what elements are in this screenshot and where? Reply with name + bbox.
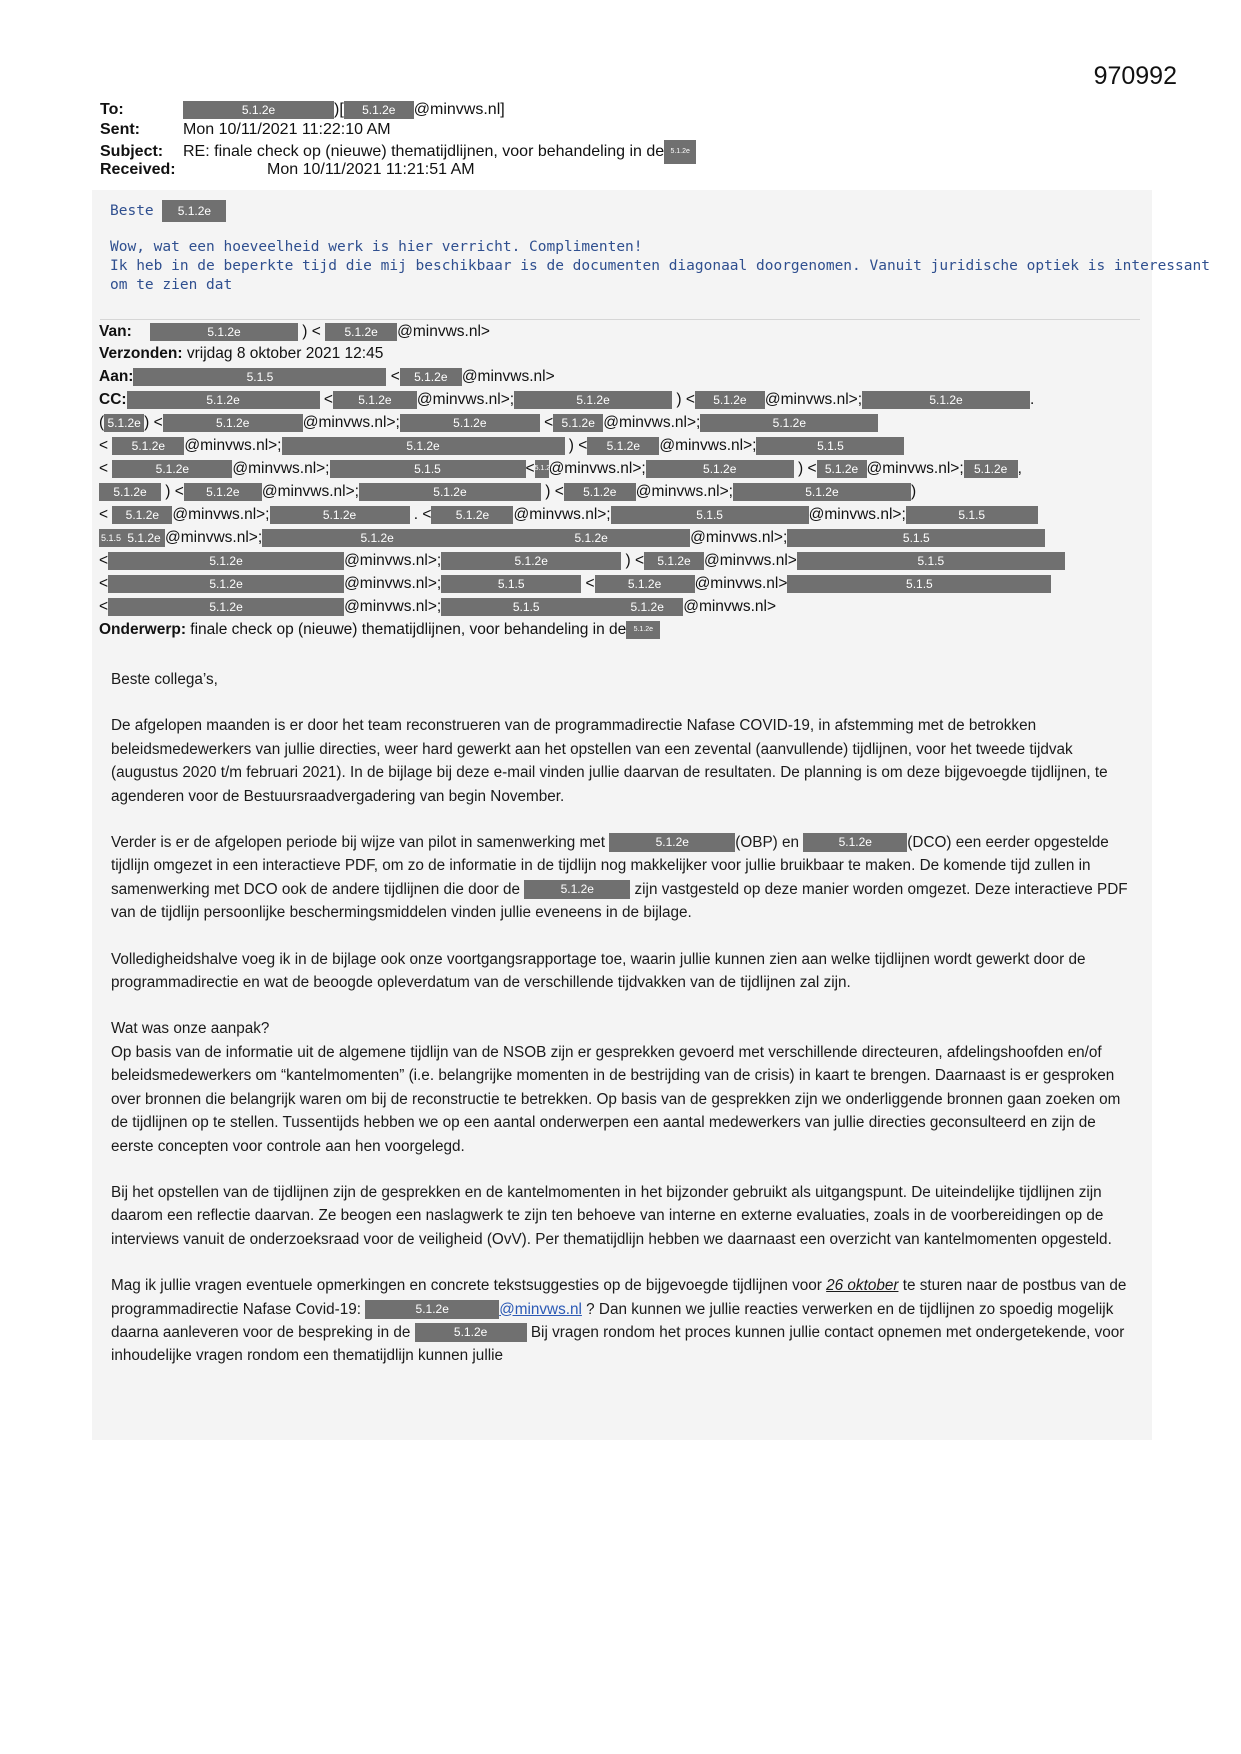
redaction-block: 5.1.5	[611, 506, 809, 524]
redaction-block: 5.1.2e	[112, 506, 172, 524]
redaction-block: 5.1.2e	[862, 391, 1030, 409]
fwd-verzonden-row: Verzonden: vrijdag 8 oktober 2021 12:45	[99, 345, 384, 362]
header-to-row: To: 5.1.2e )[ 5.1.2e @minvws.nl]	[100, 101, 505, 118]
body-paragraph-1: De afgelopen maanden is er door het team reconstrueren van de programmadirectie Nafase COVID-19, in afstemming met de betrokken beleidsmedewerkers van jullie directies, weer hard gewerkt aan het opstellen van een zevental (aanvullende) tijdlijnen, voor het tweede tijdvak (augustus 2020 t/m februari 2021). In de bijlage bij deze e-mail vinden jullie daarvan de resultaten. De planning is om deze bijgevoegde tijdlijnen, te agenderen voor de Bestuursraadvergadering van begin November.	[111, 717, 1108, 805]
redaction-block: 5.1.2e	[163, 414, 303, 432]
redaction-block: 5.1.2e	[609, 833, 735, 852]
body-paragraph-6: Mag ik jullie vragen eventuele opmerkingen en concrete tekstsuggesties op de bijgevoegde tijdlijnen voor 26 oktober te sturen naar de postbus van de programmadirectie Nafase Covid-19: 5.1.2e @minvws.nl ? Dan kunnen we jullie reacties verwerken en de tijdlijnen zo spoedig mogelijk daarna aanleveren voor de bespreking in de 5.1.2e Bij vragen rondom het proces kunnen jullie contact opnemen met ondergetekende, voor inhoudelijke vragen rondom een thematijdlijn kunnen jullie	[111, 1277, 1127, 1365]
mailbox-link[interactable]: @minvws.nl	[499, 1300, 582, 1318]
redaction-block: 5.1.5	[906, 506, 1038, 524]
fwd-cc-row-3: < 5.1.2e @minvws.nl>; 5.1.2e ) < 5.1.2e @minvws.nl>; 5.1.5	[99, 435, 904, 456]
redaction-block: 5.1.2e	[184, 483, 262, 501]
redaction-block: 5.1.2e	[695, 391, 765, 409]
redaction-block: 5.1.2e	[524, 880, 630, 899]
redaction-block: 5.1.2e	[587, 437, 659, 455]
redaction-block: 5.1.2e	[964, 460, 1018, 478]
redaction-block: 5.1.2e	[644, 552, 704, 570]
redaction-block: 5.1.2e	[400, 414, 540, 432]
redaction-block: 5.1.2e	[333, 391, 417, 409]
fwd-cc-row-7: 5.1.5 5.1.2e @minvws.nl>; 5.1.2e 5.1.2e @minvws.nl>; 5.1.5	[99, 527, 1045, 548]
redaction-block: 5.1.2e	[123, 529, 165, 547]
redaction-block: 5.1.5	[441, 598, 611, 616]
deadline-date: 26 oktober	[826, 1277, 899, 1295]
redaction-block: 5.1.2e	[325, 323, 397, 341]
redaction-block: 5.1.2e	[803, 833, 907, 852]
redaction-block: 5.1.2e	[183, 101, 334, 119]
fwd-cc-row-8: < 5.1.2e @minvws.nl>; 5.1.2e ) < 5.1.2e @minvws.nl> 5.1.5	[99, 550, 1065, 571]
body-paragraph-5: Bij het opstellen van de tijdlijnen zijn de gesprekken en de kantelmomenten in het bijzonder gebruikt als uitgangspunt. De uiteindelijke tijdlijnen zijn daarom een reflectie daarvan. Ze beogen een naslagwerk te zijn ten behoeve van interne en externe evaluaties, zoals in de voorbereidingen op de interviews vanuit de onderzoeksraad voor de veiligheid (OvV). Per thematijdlijn hebben we daarnaast een overzicht van kantelmomenten opgesteld.	[111, 1183, 1112, 1248]
redaction-block: 5.1.2e	[99, 483, 161, 501]
reply-line-1: Wow, wat een hoeveelheid werk is hier verricht. Complimenten!	[110, 239, 643, 255]
redaction-block: 5.1.2e	[733, 483, 911, 501]
redaction-block: 5.1.2e	[514, 391, 672, 409]
redaction-block: 5.1.2e	[344, 101, 414, 119]
reply-line-2: Ik heb in de beperkte tijd die mij beschikbaar is de documenten diagonaal doorgenomen. Vanuit juridische optiek is interessant	[110, 258, 1210, 274]
redaction-block: 5.1.2e	[112, 460, 232, 478]
redaction-block: 5.1.5	[133, 368, 386, 386]
redaction-block: 5.1.2e	[108, 552, 344, 570]
body-greeting: Beste collega’s,	[111, 671, 218, 688]
redaction-block: 5.1.2e	[441, 552, 621, 570]
document-number: 970992	[1093, 62, 1177, 90]
redaction-block: 5.1.2e	[162, 200, 226, 222]
redaction-block: 5.1.5	[797, 552, 1065, 570]
redaction-block: 5.1.2e	[664, 140, 696, 164]
redaction-block: 5.1.2e	[282, 437, 565, 455]
redaction-block: 5.1.2e	[112, 437, 184, 455]
redaction-block: 5.1.5	[756, 437, 904, 455]
reply-greeting: Beste 5.1.2e	[110, 200, 226, 222]
redaction-block: 5.1.2e	[415, 1323, 527, 1342]
redaction-block: 5.1.2e	[626, 621, 660, 639]
redaction-block: 5.1.2e	[535, 460, 549, 478]
body-paragraph-3: Volledigheidshalve voeg ik in de bijlage ook onze voortgangsrapportage toe, waarin jullie kunnen zien aan welke tijdlijnen wordt gewerkt door de programmadirectie en wat de beoogde opleverdatum van de verschillende tijdvakken van de tijdlijnen zal zijn.	[111, 950, 1086, 992]
redaction-block: 5.1.2e	[108, 598, 344, 616]
received-value: Mon 10/11/2021 11:21:51 AM	[267, 161, 475, 178]
sent-label: Sent:	[100, 121, 140, 138]
message-body	[111, 668, 1141, 1391]
redaction-block: 5.1.2e	[262, 529, 492, 547]
fwd-cc-row-2: ( 5.1.2e ) < 5.1.2e @minvws.nl>; 5.1.2e < 5.1.2e @minvws.nl>; 5.1.2e	[99, 412, 878, 433]
redaction-block: 5.1.2e	[108, 575, 344, 593]
redaction-block: 5.1.2e	[365, 1300, 499, 1319]
redaction-block: 5.1.5	[441, 575, 581, 593]
reply-line-3: om te zien dat	[110, 277, 233, 293]
fwd-cc-row-5: 5.1.2e ) < 5.1.2e @minvws.nl>; 5.1.2e ) < 5.1.2e @minvws.nl>; 5.1.2e )	[99, 481, 916, 502]
subject-label: Subject:	[100, 143, 164, 161]
redaction-block: 5.1.5	[99, 529, 123, 547]
fwd-cc-row-4: < 5.1.2e @minvws.nl>; 5.1.5 <5.1.2e@minvws.nl>; 5.1.2e ) < 5.1.2e @minvws.nl>; 5.1.2e ,	[99, 460, 1022, 477]
fwd-aan-row: Aan: 5.1.5 < 5.1.2e @minvws.nl>	[99, 368, 555, 385]
redaction-block: 5.1.5	[787, 575, 1051, 593]
body-paragraph-2: Verder is er de afgelopen periode bij wijze van pilot in samenwerking met 5.1.2e (OBP) en 5.1.2e (DCO) een eerder opgestelde tijdlijn omgezet in een interactieve PDF, om zo de informatie in de tijdlijn nog makkelijker voor jullie bruikbaar te maken. De komende tijd zullen in samenwerking met DCO ook de andere tijdlijnen die door de 5.1.2e zijn vastgesteld op deze manier worden omgezet. Deze interactieve PDF van de tijdlijn persoonlijke beschermingsmiddelen vinden jullie eveneens in de bijlage.	[111, 834, 1128, 922]
redaction-block: 5.1.2e	[492, 529, 690, 547]
fwd-cc-row-9: < 5.1.2e @minvws.nl>; 5.1.5 < 5.1.2e @minvws.nl> 5.1.5	[99, 573, 1051, 594]
redaction-block: 5.1.2e	[700, 414, 878, 432]
redaction-block: 5.1.2e	[150, 323, 298, 341]
sent-value: Mon 10/11/2021 11:22:10 AM	[183, 121, 391, 138]
body-paragraph-4: Wat was onze aanpak? Op basis van de informatie uit de algemene tijdlijn van de NSOB zijn er gesprekken gevoerd met verschillende directeuren, afdelingshoofden en/of beleidsmedewerkers om “kantelmomenten” (i.e. belangrijke momenten in de bestrijding van de crisis) in kaart te brengen. Daarnaast is er gesproken over bronnen die belangrijk waren om bij de reconstructie te betrekken. Op basis van de gesprekken zijn we onderliggende bronnen gaan zoeken om de tijdlijnen op te stellen. Tussentijds hebben we op een aantal onderwerpen een aantal medewerkers van jullie directies geconsulteerd en zijn de eerste concepten voor controle aan hen voorgelegd.	[111, 1020, 1121, 1155]
redaction-block: 5.1.2e	[553, 414, 603, 432]
fwd-cc-row-6: < 5.1.2e @minvws.nl>; 5.1.2e . < 5.1.2e @minvws.nl>; 5.1.5 @minvws.nl>; 5.1.5	[99, 504, 1038, 525]
redaction-block: 5.1.2e	[104, 414, 144, 432]
redaction-block: 5.1.2e	[646, 460, 794, 478]
fwd-cc-row-1: CC: 5.1.2e < 5.1.2e @minvws.nl>; 5.1.2e ) < 5.1.2e @minvws.nl>; 5.1.2e .	[99, 391, 1035, 408]
redaction-block: 5.1.2e	[359, 483, 541, 501]
received-label: Received:	[100, 161, 176, 178]
redaction-block: 5.1.2e	[817, 460, 867, 478]
subject-value: RE: finale check op (nieuwe) thematijdlijnen, voor behandeling in de	[183, 143, 665, 161]
redaction-block: 5.1.2e	[564, 483, 636, 501]
fwd-onderwerp-row: Onderwerp: finale check op (nieuwe) thematijdlijnen, voor behandeling in de 5.1.2e	[99, 619, 660, 640]
fwd-cc-row-10: < 5.1.2e @minvws.nl>; 5.1.5 5.1.2e @minvws.nl>	[99, 598, 777, 615]
redaction-block: 5.1.5	[787, 529, 1045, 547]
redaction-block: 5.1.2e	[400, 368, 462, 386]
redaction-block: 5.1.2e	[595, 575, 695, 593]
redaction-block: 5.1.2e	[127, 391, 320, 409]
header-sent-row	[100, 120, 391, 140]
redaction-block: 5.1.2e	[431, 506, 513, 524]
to-suffix: @minvws.nl]	[413, 101, 505, 118]
separator-line	[100, 319, 1140, 320]
fwd-van-row: Van: 5.1.2e ) < 5.1.2e @minvws.nl>	[99, 323, 490, 340]
redaction-block: 5.1.2e	[611, 598, 683, 616]
to-label: To:	[100, 101, 124, 118]
header-received-row	[100, 160, 475, 180]
redaction-block: 5.1.5	[330, 460, 526, 478]
redaction-block: 5.1.2e	[270, 506, 410, 524]
